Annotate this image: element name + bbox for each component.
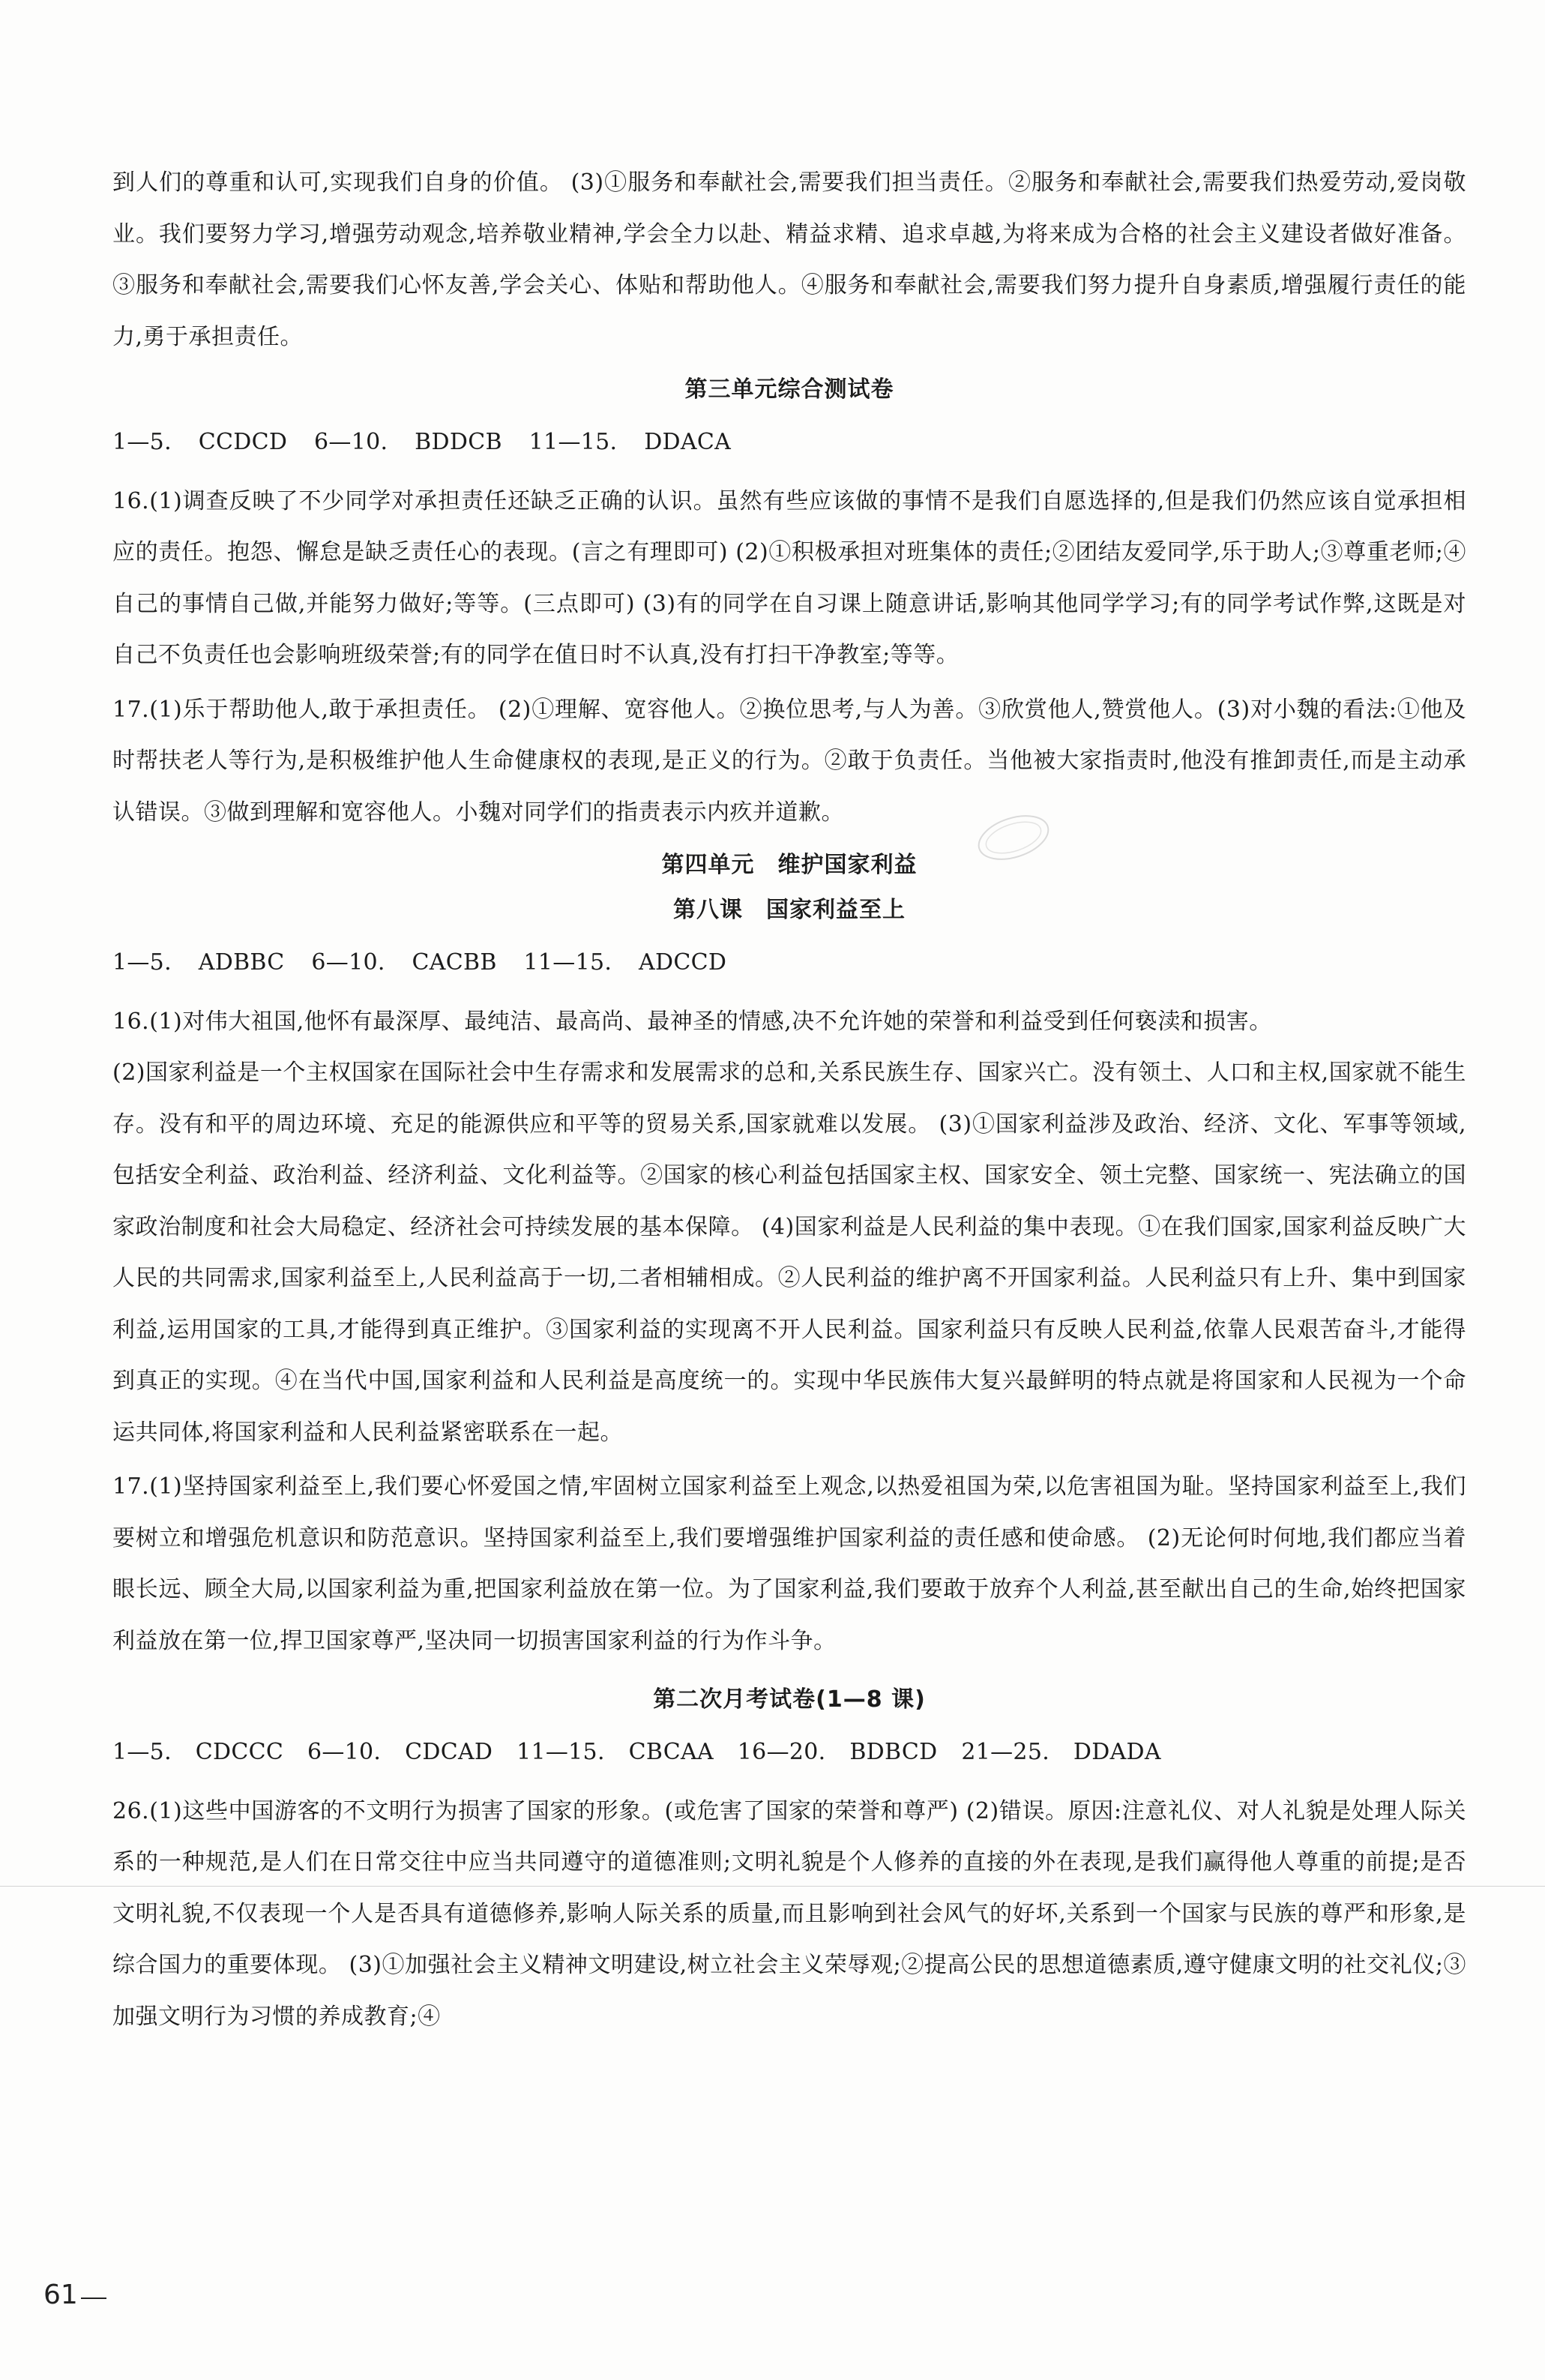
question-26-exam2: 26.(1)这些中国游客的不文明行为损害了国家的形象。(或危害了国家的荣誉和尊严) (2)错误。原因:注意礼仪、对人礼貌是处理人际关系的一种规范,是人们在日常交往中应当共同遵守的道德准则;文明礼貌是个人修养的直接的外在表现,是我们赢得他人尊重的前提;是否文明礼貌,不仅表现一个人是否具有道德修养,影响人际关系的质量,而且影响到社会风气的好坏,关系到一个国家与民族的尊严和形象,是综合国力的重要体现。 (3)①加强社会主义精神文明建设,树立社会主义荣辱观;②提高公民的思想道德素质,遵守健康文明的社交礼仪;③加强文明行为习惯的养成教育;④: [112, 1797, 1466, 2030]
question-16-unit3: 16.(1)调查反映了不少同学对承担责任还缺乏正确的认识。虽然有些应该做的事情不是我们自愿选择的,但是我们仍然应该自觉承担相应的责任。抱怨、懈怠是缺乏责任心的表现。(言之有理即可) (2)①积极承担对班集体的责任;②团结友爱同学,乐于助人;③尊重老师;④自己的事情自己做,并能努力做好;等等。(三点即可) (3)有的同学在自习课上随意讲话,影响其他同学学习;有的同学考试作弊,这既是对自己不负责任也会影响班级荣誉;有的同学在值日时不认真,没有打扫干净教室;等等。: [112, 487, 1466, 668]
answer-line-lesson8: 1—5. ADBBC 6—10. CACBB 11—15. ADCCD: [112, 949, 727, 976]
question-17-unit3: 17.(1)乐于帮助他人,敢于承担责任。 (2)①理解、宽容他人。②换位思考,与人为善。③欣赏他人,赞赏他人。(3)对小魏的看法:①他及时帮扶老人等行为,是积极维护他人生命健康权的表现,是正义的行为。②敢于负责任。当他被大家指责时,他没有推卸责任,而是主动承认错误。③做到理解和宽容他人。小魏对同学们的指责表示内疚并道歉。: [112, 696, 1466, 826]
section-title-unit3-test: 第三单元综合测试卷: [684, 376, 894, 403]
paragraph-continued: 到人们的尊重和认可,实现我们自身的价值。 (3)①服务和奉献社会,需要我们担当责任。②服务和奉献社会,需要我们热爱劳动,爱岗敬业。我们要努力学习,增强劳动观念,培养敬业精神,学会全力以赴、精益求精、追求卓越,为将来成为合格的社会主义建设者做好准备。③服务和奉献社会,需要我们心怀友善,学会关心、体贴和帮助他人。④服务和奉献社会,需要我们努力提升自身素质,增强履行责任的能力,勇于承担责任。: [112, 169, 1466, 350]
answer-line-unit3: 1—5. CCDCD 6—10. BDDCB 11—15. DDACA: [112, 429, 732, 455]
page-content: [112, 157, 1466, 2043]
stamp-watermark-icon: [975, 814, 1052, 862]
question-17-lesson8: 17.(1)坚持国家利益至上,我们要心怀爱国之情,牢固树立国家利益至上观念,以热爱祖国为荣,以危害祖国为耻。坚持国家利益至上,我们要树立和增强危机意识和防范意识。坚持国家利益至上,我们要增强维护国家利益的责任感和使命感。 (2)无论何时何地,我们都应当着眼长远、顾全大局,以国家利益为重,把国家利益放在第一位。为了国家利益,我们要敢于放弃个人利益,甚至献出自己的生命,始终把国家利益放在第一位,捍卫国家尊严,坚决同一切损害国家利益的行为作斗争。: [112, 1473, 1466, 1654]
section-title-unit4: 第四单元 维护国家利益: [661, 852, 918, 878]
page-number-dash: [81, 2298, 106, 2299]
answer-line-exam2: 1—5. CDCCC 6—10. CDCAD 11—15. CBCAA 16—20. BDBCD 21—25. DDADA: [112, 1739, 1161, 1765]
page-number: 61: [43, 2280, 78, 2310]
section-title-second-monthly-exam: 第二次月考试卷(1—8 课): [653, 1686, 926, 1713]
horizontal-divider: [0, 1886, 1545, 1887]
question-16a-lesson8: 16.(1)对伟大祖国,他怀有最深厚、最纯洁、最高尚、最神圣的情感,决不允许她的荣誉和利益受到任何亵渎和损害。: [112, 1008, 1272, 1035]
lesson-title-8: 第八课 国家利益至上: [673, 897, 906, 923]
question-16b-lesson8: (2)国家利益是一个主权国家在国际社会中生存需求和发展需求的总和,关系民族生存、国家兴亡。没有领土、人口和主权,国家就不能生存。没有和平的周边环境、充足的能源供应和平等的贸易关系,国家就难以发展。 (3)①国家利益涉及政治、经济、文化、军事等领域,包括安全利益、政治利益、经济利益、文化利益等。②国家的核心利益包括国家主权、国家安全、领土完整、国家统一、宪法确立的国家政治制度和社会大局稳定、经济社会可持续发展的基本保障。 (4)国家利益是人民利益的集中表现。①在我们国家,国家利益反映广大人民的共同需求,国家利益至上,人民利益高于一切,二者相辅相成。②人民利益的维护离不开国家利益。人民利益只有上升、集中到国家利益,运用国家的工具,才能得到真正维护。③国家利益的实现离不开人民利益。国家利益只有反映人民利益,依靠人民艰苦奋斗,才能得到真正的实现。④在当代中国,国家利益和人民利益是高度统一的。实现中华民族伟大复兴最鲜明的特点就是将国家和人民视为一个命运共同体,将国家利益和人民利益紧密联系在一起。: [112, 1060, 1466, 1446]
